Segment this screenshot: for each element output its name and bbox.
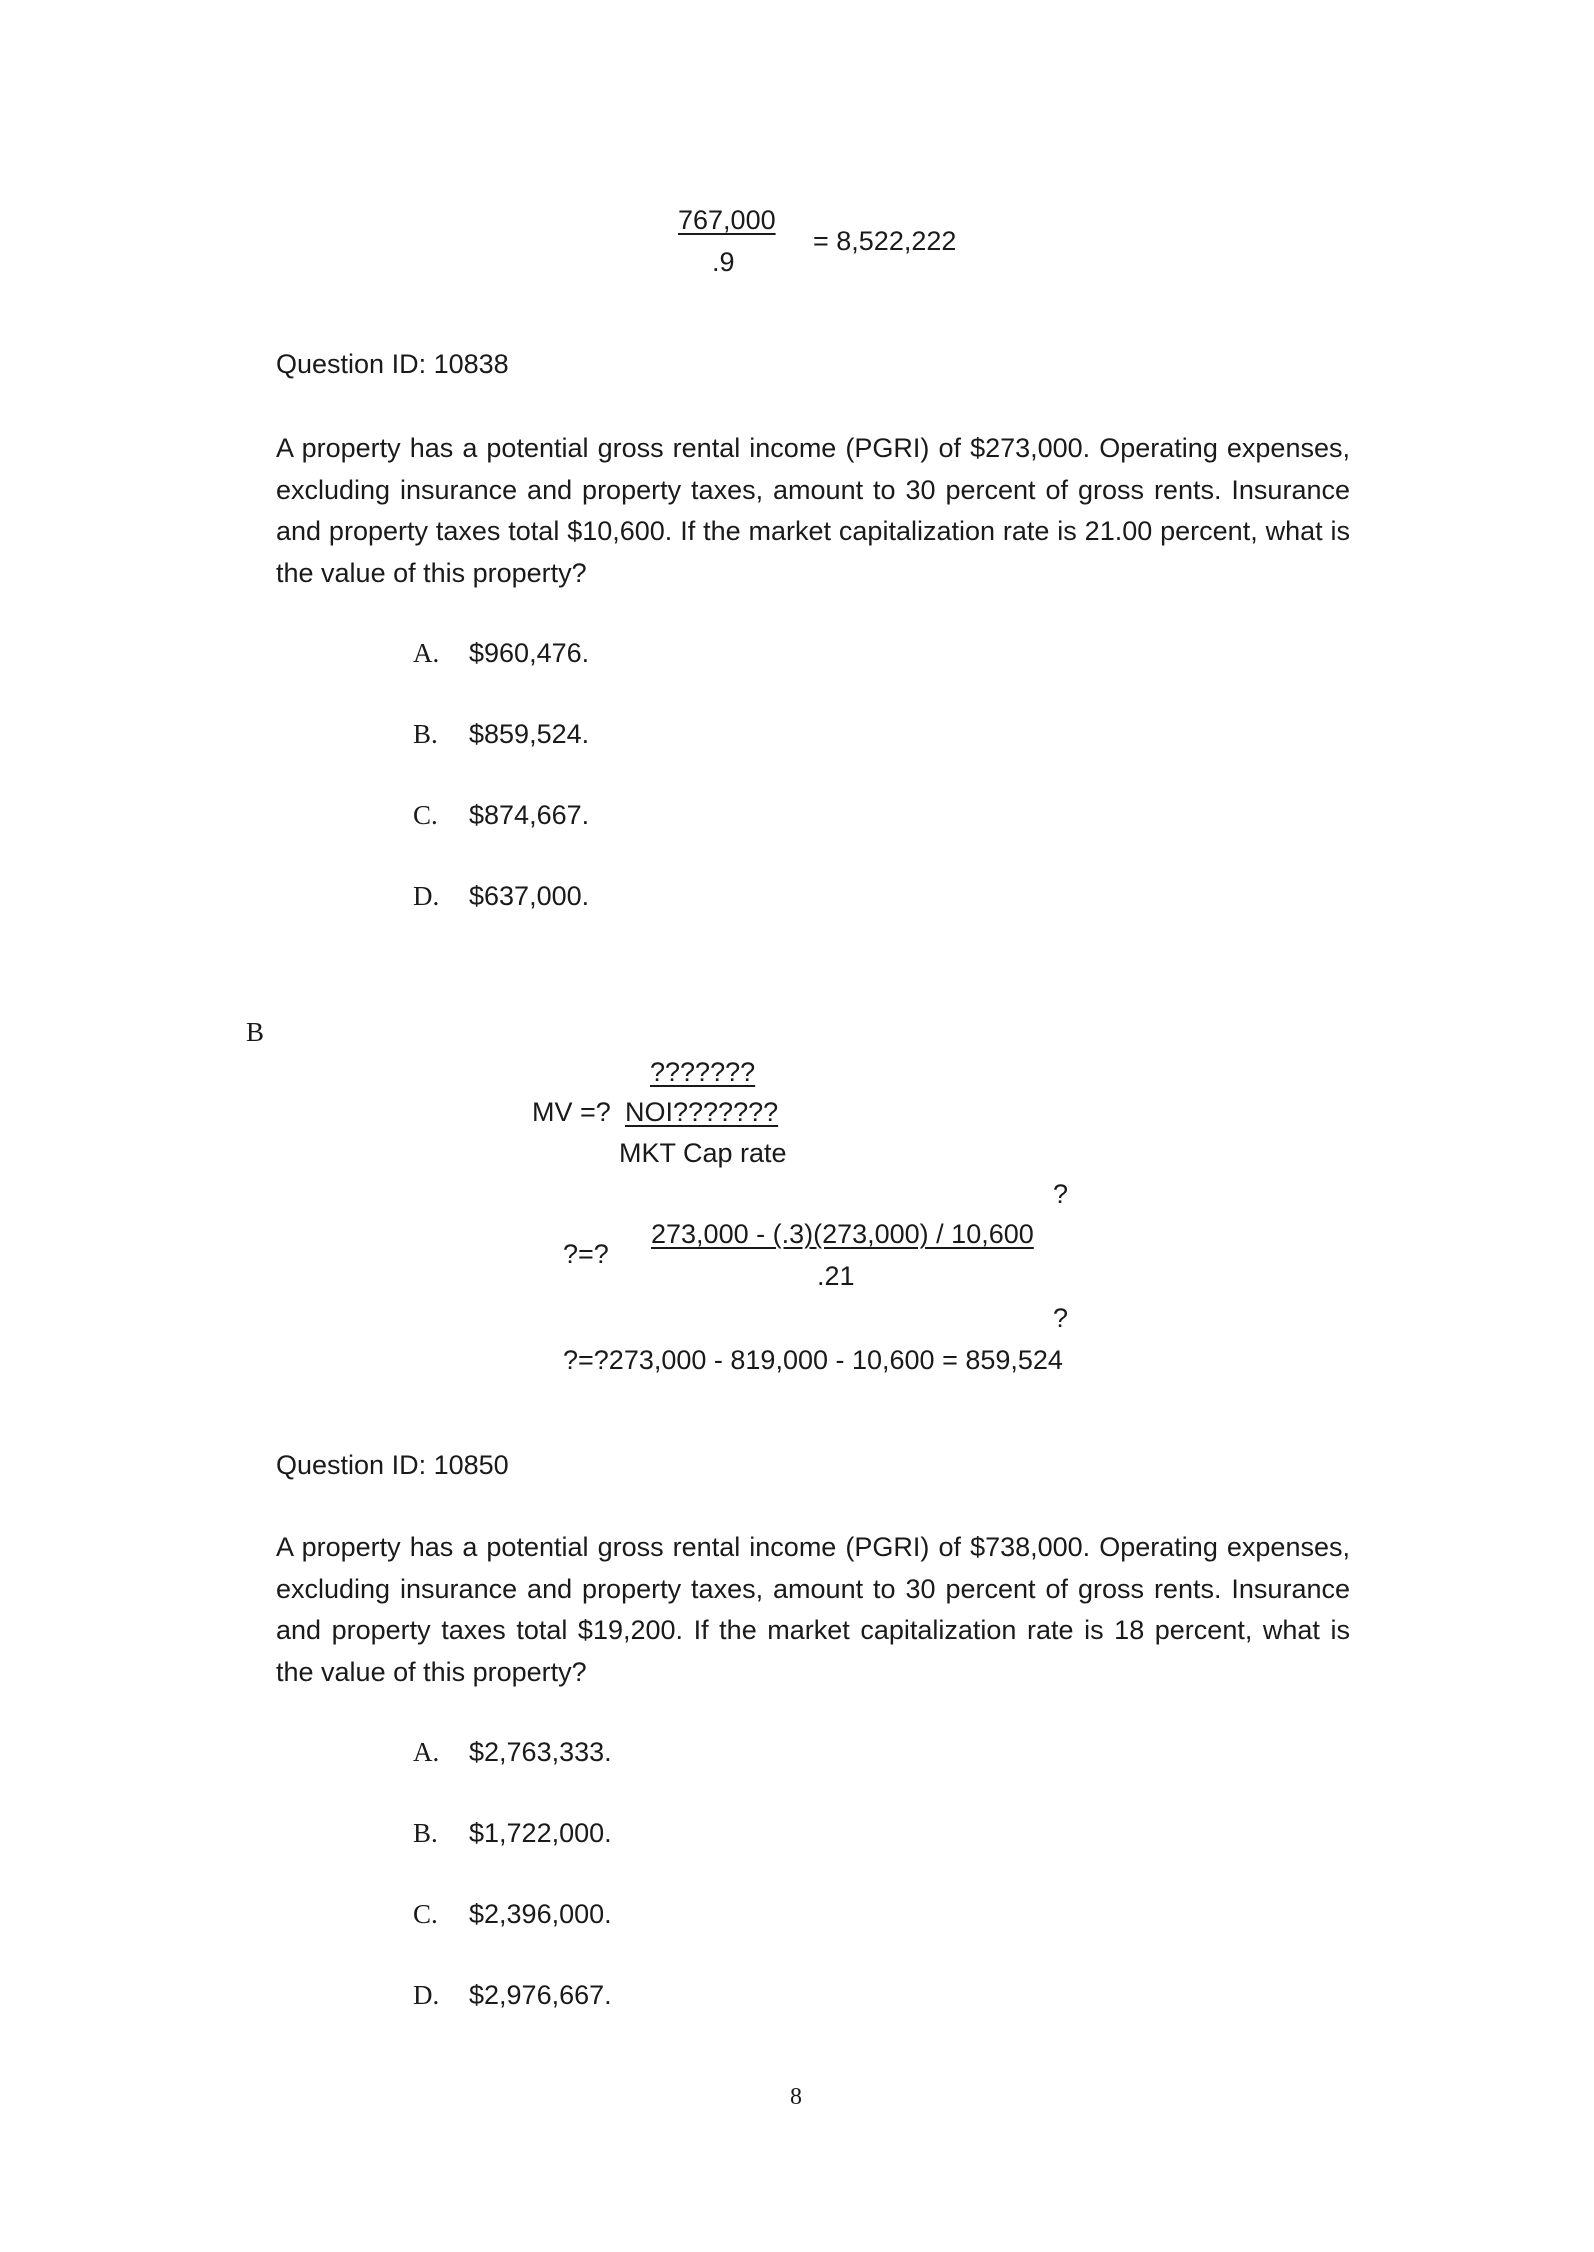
question-id: Question ID: 10838	[276, 349, 509, 379]
formula-numerator: 767,000	[678, 205, 776, 235]
option-letter: D.	[413, 1980, 440, 2010]
answer-option-b	[413, 719, 589, 750]
formula-denominator: .9	[712, 247, 735, 277]
answer-option-a	[413, 638, 589, 669]
mv-denominator: MKT Cap rate	[619, 1138, 787, 1168]
answer-option-d	[413, 1980, 612, 2011]
page-number: 8	[790, 2084, 802, 2110]
solution-result: ?=?273,000 - 819,000 - 10,600 = 859,524	[563, 1345, 1063, 1375]
option-value: $1,722,000.	[469, 1818, 612, 1848]
option-value: $960,476.	[469, 638, 590, 668]
option-value: $2,396,000.	[469, 1899, 612, 1929]
eq-numerator: 273,000 - (.3)(273,000) / 10,600	[651, 1219, 1034, 1249]
option-letter: B.	[413, 1818, 438, 1848]
option-letter: A.	[413, 638, 440, 668]
question-text: A property has a potential gross rental income (PGRI) of $738,000. Operating expenses, excluding insurance and property taxes, amount to 30 percent of gross rents. Insurance and property taxes total $19,200. If the market capitalization rate is 18 percent, what is the value of this property?	[276, 1532, 1350, 1687]
eq-denominator: .21	[817, 1261, 855, 1291]
option-value: $2,763,333.	[469, 1737, 612, 1767]
answer-option-d	[413, 881, 589, 912]
mv-numerator: NOI???????	[625, 1097, 779, 1127]
mv-prefix: MV =?	[532, 1097, 611, 1127]
solution-marks: ???????	[650, 1057, 756, 1087]
question-mark: ?	[1053, 1303, 1069, 1333]
eq-prefix: ?=?	[563, 1239, 609, 1269]
option-value: $2,976,667.	[469, 1980, 612, 2010]
answer-option-c	[413, 800, 589, 831]
answer-option-c	[413, 1899, 612, 1930]
question-text: A property has a potential gross rental income (PGRI) of $273,000. Operating expenses, excluding insurance and property taxes, amount to 30 percent of gross rents. Insurance and property taxes total $10,600. If the market capitalization rate is 21.00 percent, what is the value of this property?	[276, 433, 1350, 588]
option-letter: A.	[413, 1737, 440, 1767]
answer-option-a	[413, 1737, 612, 1768]
question-id: Question ID: 10850	[276, 1450, 509, 1480]
answer-option-b	[413, 1818, 612, 1849]
question-mark: ?	[1053, 1179, 1069, 1209]
answer-key: B	[246, 1017, 265, 1047]
option-value: $859,524.	[469, 719, 590, 749]
option-value: $874,667.	[469, 800, 590, 830]
option-value: $637,000.	[469, 881, 590, 911]
option-letter: D.	[413, 881, 440, 911]
formula-result: = 8,522,222	[813, 226, 957, 256]
option-letter: C.	[413, 1899, 438, 1929]
option-letter: B.	[413, 719, 438, 749]
option-letter: C.	[413, 800, 438, 830]
